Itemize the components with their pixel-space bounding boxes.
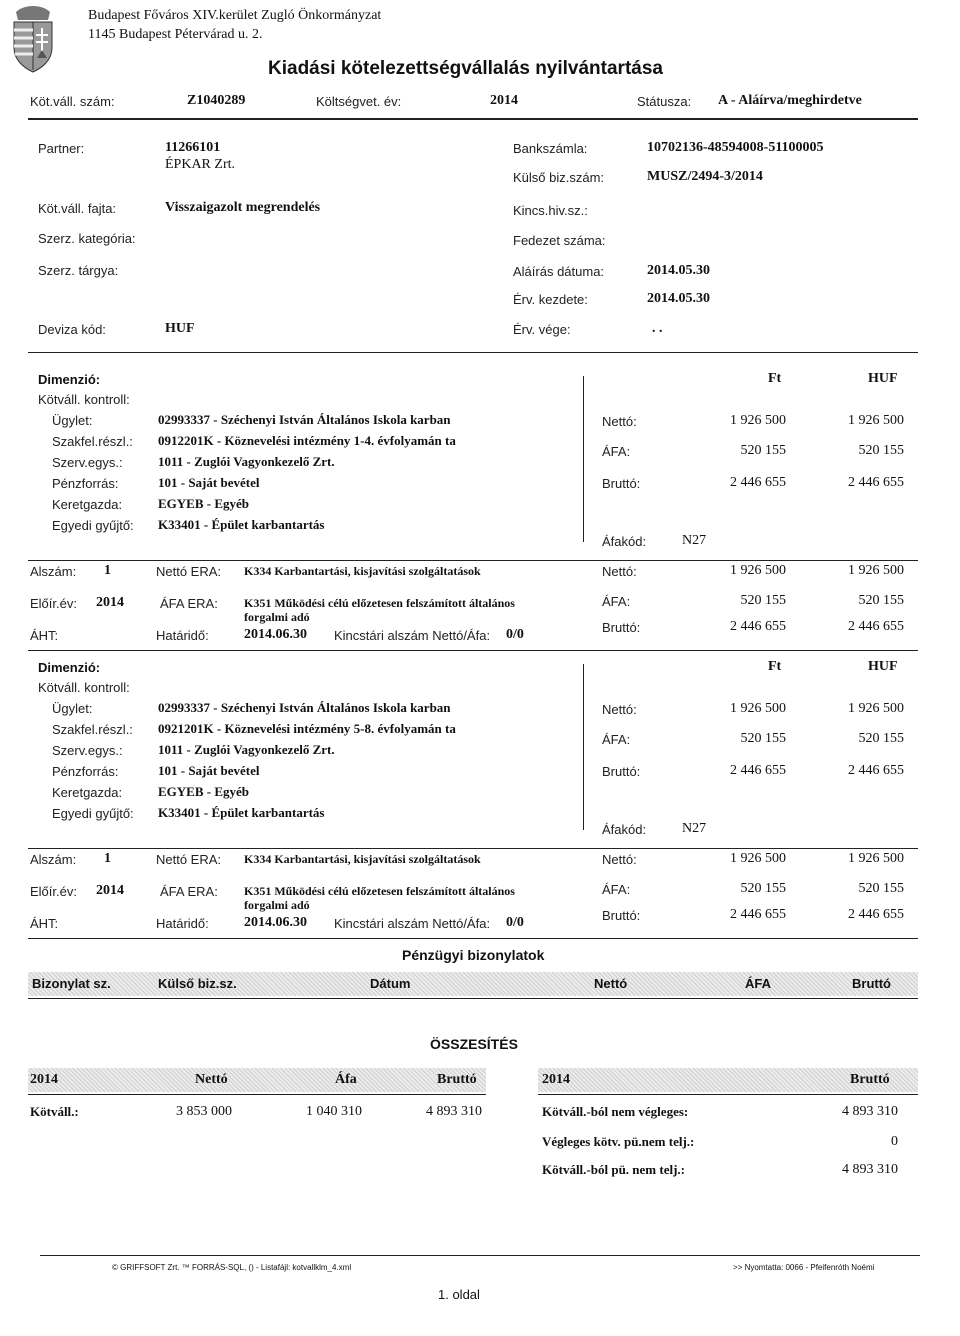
divider: [28, 848, 918, 849]
netto-ft: 1 926 500: [730, 413, 786, 428]
ugylet-label: Ügylet:: [52, 413, 93, 428]
sub-brutto-label: Bruttó:: [602, 908, 641, 923]
penzforras-label: Pénzforrás:: [52, 764, 119, 779]
footer-divider: [40, 1255, 920, 1256]
alairas-datum: 2014.05.30: [647, 263, 710, 278]
divider: [28, 560, 918, 561]
afa-ft: 520 155: [740, 443, 786, 458]
brutto-huf: 2 446 655: [848, 763, 904, 778]
bankszamla: 10702136-48594008-51100005: [647, 140, 824, 155]
netto-huf: 1 926 500: [848, 413, 904, 428]
col-ft-header: Ft: [768, 659, 782, 674]
kulso-biz: MUSZ/2494-3/2014: [647, 169, 763, 184]
penzforras-label: Pénzforrás:: [52, 476, 119, 491]
fedezet-label: Fedezet száma:: [513, 233, 606, 248]
afa-era-value: K351 Működési célú előzetesen felszámított általános: [244, 884, 515, 898]
penzugyi-col-header: Nettó: [594, 976, 628, 991]
brutto-label: Bruttó:: [602, 476, 641, 491]
afakod-value: N27: [682, 533, 707, 548]
sum-right-label-1: Végleges kötv. pü.nem telj.:: [542, 1134, 695, 1149]
afa-era-label: ÁFA ERA:: [160, 884, 218, 899]
divider: [28, 118, 918, 120]
erv-vege: . .: [652, 321, 663, 336]
erv-kezdete: 2014.05.30: [647, 291, 710, 306]
gyujto-label: Egyedi gyűjtő:: [52, 806, 134, 821]
koltsegvet-ev-label: Költségvet. év:: [316, 94, 402, 109]
brutto-ft: 2 446 655: [730, 763, 786, 778]
penzugyi-col-header: Külső biz.sz.: [158, 976, 237, 991]
netto-era-value: K334 Karbantartási, kisjavítási szolgáltatások: [244, 852, 481, 866]
sub-brutto-huf: 2 446 655: [848, 619, 904, 634]
statusza: A - Aláírva/meghirdetve: [718, 93, 862, 108]
ugylet-value: 02993337 - Széchenyi István Általános Iskola karban: [158, 412, 451, 427]
ugylet-value: 02993337 - Széchenyi István Általános Iskola karban: [158, 700, 451, 715]
szerv-label: Szerv.egys.:: [52, 455, 123, 470]
keretgazda-label: Keretgazda:: [52, 785, 123, 800]
sub-afa-ft: 520 155: [740, 593, 786, 608]
penzugyi-col-header: Bizonylat sz.: [32, 976, 111, 991]
kulso-biz-label: Külső biz.szám:: [513, 170, 605, 185]
sub-afa-huf: 520 155: [858, 881, 904, 896]
targya-label: Szerz. tárgya:: [38, 263, 119, 278]
sub-brutto-ft: 2 446 655: [730, 907, 786, 922]
sum-right-h1: Bruttó: [850, 1072, 890, 1087]
koltsegvet-ev: 2014: [490, 93, 518, 108]
column-divider: [583, 664, 584, 830]
column-divider: [583, 376, 584, 542]
aht-label: ÁHT:: [30, 628, 59, 643]
org-address: 1145 Budapest Pétervárad u. 2.: [88, 27, 263, 42]
afa-era-value-2: forgalmi adó: [244, 610, 310, 624]
org-name: Budapest Főváros XIV.kerület Zugló Önkormányzat: [88, 8, 382, 23]
erv-vege-label: Érv. vége:: [513, 322, 571, 337]
netto-era-value: K334 Karbantartási, kisjavítási szolgáltatások: [244, 564, 481, 578]
sub-afa-huf: 520 155: [858, 593, 904, 608]
alszam-value: 1: [104, 851, 111, 866]
divider: [538, 1094, 918, 1095]
divider: [28, 1094, 486, 1095]
kincstari-value: 0/0: [506, 627, 524, 642]
keretgazda-label: Keretgazda:: [52, 497, 123, 512]
netto-huf: 1 926 500: [848, 701, 904, 716]
sum-left-brutto: 4 893 310: [426, 1104, 482, 1119]
szakfel-label: Szakfel.részl.:: [52, 434, 133, 449]
kot-vall-szam: Z1040289: [187, 93, 246, 108]
brutto-label: Bruttó:: [602, 764, 641, 779]
sub-netto-ft: 1 926 500: [730, 563, 786, 578]
afa-era-value-2: forgalmi adó: [244, 898, 310, 912]
afa-era-label: ÁFA ERA:: [160, 596, 218, 611]
sum-right-label-0: Kötváll.-ból nem végleges:: [542, 1104, 689, 1119]
afakod-label: Áfakód:: [602, 822, 647, 837]
afa-label: ÁFA:: [602, 444, 631, 459]
dimenzio-label: Dimenzió:: [38, 372, 101, 387]
page-title: Kiadási kötelezettségvállalás nyilvántartása: [268, 58, 663, 79]
penzforras-value: 101 - Saját bevétel: [158, 475, 260, 490]
szerv-value: 1011 - Zuglói Vagyonkezelő Zrt.: [158, 454, 335, 469]
eloir-ev-value: 2014: [96, 595, 124, 610]
sum-left-netto: 3 853 000: [176, 1104, 232, 1119]
footer-left: © GRIFFSOFT Zrt. ™ FORRÁS-SQL, () - Listafájl: kotvallklm_4.xml: [112, 1263, 352, 1272]
kincstari-value: 0/0: [506, 915, 524, 930]
szakfel-value: 0921201K - Köznevelési intézmény 5-8. évfolyamán ta: [158, 721, 456, 736]
brutto-ft: 2 446 655: [730, 475, 786, 490]
afakod-value: N27: [682, 821, 707, 836]
kot-vall-szam-label: Köt.váll. szám:: [30, 94, 115, 109]
sub-brutto-ft: 2 446 655: [730, 619, 786, 634]
sum-right-value-1: 0: [891, 1134, 898, 1149]
partner-code: 11266101: [165, 140, 221, 155]
divider: [28, 352, 918, 353]
sub-brutto-huf: 2 446 655: [848, 907, 904, 922]
summary-left-header-band: [28, 1068, 486, 1092]
gyujto-value: K33401 - Épület karbantartás: [158, 517, 325, 532]
divider: [28, 998, 918, 999]
afa-label: ÁFA:: [602, 732, 631, 747]
page-number: 1. oldal: [438, 1287, 480, 1302]
penzugyi-col-header: ÁFA: [745, 976, 771, 991]
hatarido-label: Határidő:: [156, 916, 209, 931]
sub-afa-label: ÁFA:: [602, 594, 631, 609]
netto-label: Nettó:: [602, 414, 637, 429]
aht-label: ÁHT:: [30, 916, 59, 931]
sum-left-kotvall: Kötváll.:: [30, 1104, 79, 1119]
col-huf-header: HUF: [868, 371, 898, 386]
kincstari-label: Kincstári alszám Nettó/Áfa:: [334, 628, 491, 643]
szakfel-value: 0912201K - Köznevelési intézmény 1-4. évfolyamán ta: [158, 433, 456, 448]
netto-era-label: Nettó ERA:: [156, 852, 222, 867]
afa-huf: 520 155: [858, 443, 904, 458]
afa-ft: 520 155: [740, 731, 786, 746]
sub-netto-huf: 1 926 500: [848, 851, 904, 866]
bankszamla-label: Bankszámla:: [513, 141, 588, 156]
hatarido-label: Határidő:: [156, 628, 209, 643]
sum-left-h3: Bruttó: [437, 1072, 477, 1087]
eloir-ev-label: Előír.év:: [30, 884, 77, 899]
deviza-label: Deviza kód:: [38, 322, 106, 337]
sum-right-h0: 2014: [542, 1072, 570, 1087]
eloir-ev-label: Előír.év:: [30, 596, 77, 611]
divider: [28, 938, 918, 939]
deviza: HUF: [165, 321, 195, 336]
sum-right-label-2: Kötváll.-ból pü. nem telj.:: [542, 1162, 685, 1177]
divider: [28, 650, 918, 651]
penzugyi-col-header: Dátum: [370, 976, 411, 991]
sub-afa-label: ÁFA:: [602, 882, 631, 897]
sum-left-h2: Áfa: [335, 1072, 357, 1087]
eloir-ev-value: 2014: [96, 883, 124, 898]
sum-left-h1: Nettó: [195, 1072, 228, 1087]
fajta-label: Köt.váll. fajta:: [38, 201, 117, 216]
sum-right-value-0: 4 893 310: [842, 1104, 898, 1119]
alszam-label: Alszám:: [30, 564, 77, 579]
hatarido-value: 2014.06.30: [244, 915, 307, 930]
netto-era-label: Nettó ERA:: [156, 564, 222, 579]
sub-brutto-label: Bruttó:: [602, 620, 641, 635]
kincs-label: Kincs.hiv.sz.:: [513, 203, 588, 218]
col-ft-header: Ft: [768, 371, 782, 386]
penzugyi-col-header: Bruttó: [852, 976, 891, 991]
fajta: Visszaigazolt megrendelés: [165, 200, 321, 215]
partner-name: ÉPKAR Zrt.: [165, 157, 235, 172]
afakod-label: Áfakód:: [602, 534, 647, 549]
keretgazda-value: EGYEB - Egyéb: [158, 496, 250, 511]
sub-afa-ft: 520 155: [740, 881, 786, 896]
szakfel-label: Szakfel.részl.:: [52, 722, 133, 737]
afa-era-value: K351 Működési célú előzetesen felszámított általános: [244, 596, 515, 610]
penzforras-value: 101 - Saját bevétel: [158, 763, 260, 778]
afa-huf: 520 155: [858, 731, 904, 746]
summary-title: ÖSSZESÍTÉS: [430, 1036, 518, 1052]
kincstari-label: Kincstári alszám Nettó/Áfa:: [334, 916, 491, 931]
dimenzio-label: Dimenzió:: [38, 660, 101, 675]
statusza-label: Státusza:: [637, 94, 692, 109]
hatarido-value: 2014.06.30: [244, 627, 307, 642]
netto-ft: 1 926 500: [730, 701, 786, 716]
sub-netto-label: Nettó:: [602, 564, 637, 579]
szerv-label: Szerv.egys.:: [52, 743, 123, 758]
erv-kezdete-label: Érv. kezdete:: [513, 292, 588, 307]
sum-right-value-2: 4 893 310: [842, 1162, 898, 1177]
alairas-label: Aláírás dátuma:: [513, 264, 605, 279]
kontroll-label: Kötváll. kontroll:: [38, 680, 130, 695]
netto-label: Nettó:: [602, 702, 637, 717]
sub-netto-ft: 1 926 500: [730, 851, 786, 866]
footer-right: >> Nyomtatta: 0066 - Pfeifenróth Noémi: [733, 1263, 875, 1272]
coat-of-arms-logo: [4, 2, 62, 74]
sum-left-afa: 1 040 310: [306, 1104, 362, 1119]
partner-label: Partner:: [38, 141, 85, 156]
alszam-value: 1: [104, 563, 111, 578]
col-huf-header: HUF: [868, 659, 898, 674]
alszam-label: Alszám:: [30, 852, 77, 867]
szerv-value: 1011 - Zuglói Vagyonkezelő Zrt.: [158, 742, 335, 757]
sub-netto-label: Nettó:: [602, 852, 637, 867]
kontroll-label: Kötváll. kontroll:: [38, 392, 130, 407]
brutto-huf: 2 446 655: [848, 475, 904, 490]
kategoria-label: Szerz. kategória:: [38, 231, 136, 246]
keretgazda-value: EGYEB - Egyéb: [158, 784, 250, 799]
gyujto-value: K33401 - Épület karbantartás: [158, 805, 325, 820]
gyujto-label: Egyedi gyűjtő:: [52, 518, 134, 533]
sum-left-h0: 2014: [30, 1072, 58, 1087]
sub-netto-huf: 1 926 500: [848, 563, 904, 578]
ugylet-label: Ügylet:: [52, 701, 93, 716]
penzugyi-title: Pénzügyi bizonylatok: [402, 947, 545, 963]
